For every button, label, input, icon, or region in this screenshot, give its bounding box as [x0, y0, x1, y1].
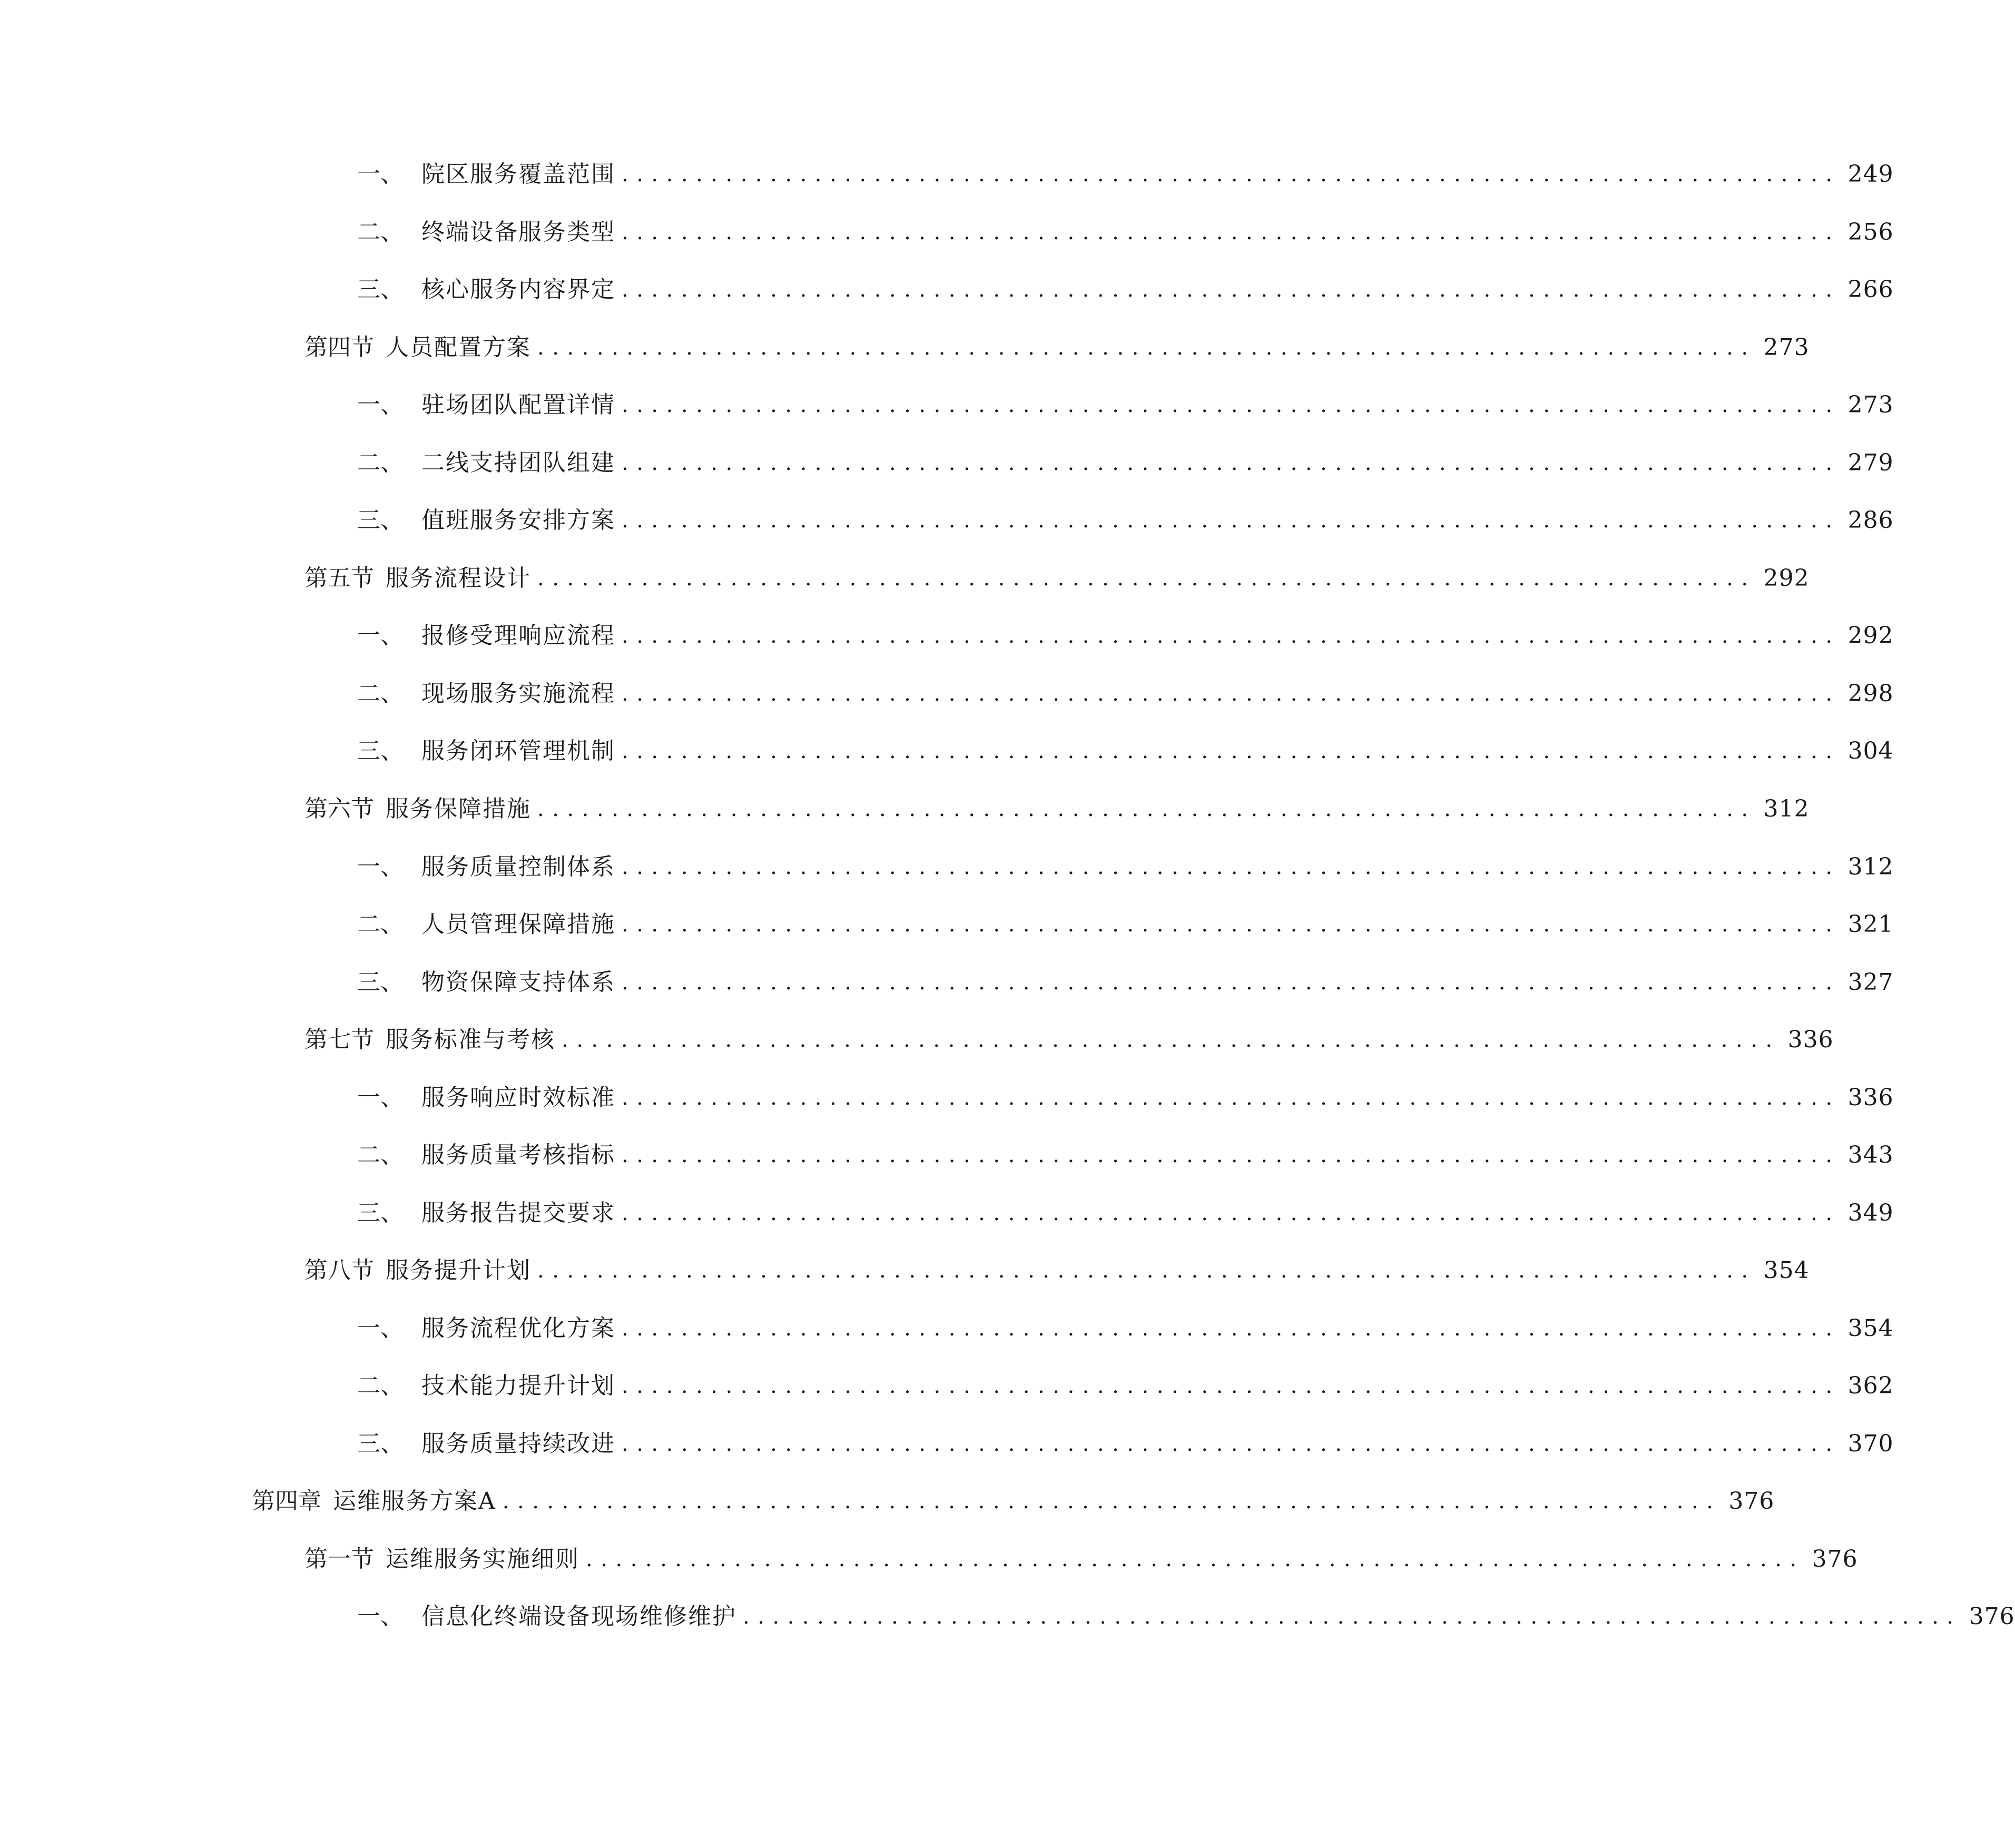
toc-entry-number: 三、: [357, 969, 404, 996]
toc-entry[interactable]: [357, 442, 1894, 484]
toc-page-number: 312: [1847, 853, 1894, 880]
toc-page-number: 354: [1763, 1257, 1810, 1284]
toc-entry-title: 服务响应时效标准: [421, 1084, 615, 1111]
toc-entry-title: 人员管理保障措施: [421, 911, 615, 938]
toc-entry-number: 一、: [357, 391, 404, 418]
toc-page-number: 273: [1847, 391, 1894, 418]
toc-page-number: 298: [1847, 680, 1894, 707]
toc-entry[interactable]: [357, 1365, 1894, 1407]
toc-dot-leader: ..................................................................................: [537, 566, 1756, 591]
toc-entry-title: 报修受理响应流程: [421, 622, 615, 649]
toc-entry-number: 三、: [357, 1200, 404, 1226]
toc-entry-number: 三、: [357, 738, 404, 764]
toc-entry-number: 二、: [357, 680, 404, 707]
toc-entry-title: 现场服务实施流程: [421, 680, 615, 707]
toc-dot-leader: ..................................................................................: [622, 162, 1841, 186]
toc-entry-title: 服务流程设计: [386, 565, 531, 592]
toc-entry-title: 物资保障支持体系: [421, 969, 615, 996]
toc-entry-title: 运维服务方案A: [333, 1488, 496, 1515]
toc-dot-leader: ..................................................................................: [622, 393, 1841, 417]
toc-entry-title: 服务闭环管理机制: [421, 738, 615, 764]
toc-dot-leader: ..................................................................................: [622, 912, 1841, 937]
toc-entry[interactable]: [357, 384, 1894, 426]
toc-entry-number: 一、: [357, 161, 404, 188]
toc-dot-leader: ..................................................................................: [537, 1259, 1756, 1283]
toc-entry-number: 第四章: [252, 1488, 321, 1515]
toc-page-number: 292: [1763, 565, 1810, 592]
toc-entry-number: 二、: [357, 219, 404, 245]
toc-dot-leader: ..................................................................................: [622, 451, 1841, 475]
toc-dot-leader: ..................................................................................: [586, 1547, 1805, 1571]
toc-entry-number: 一、: [357, 1603, 404, 1630]
toc-dot-leader: ..................................................................................: [622, 1432, 1841, 1456]
toc-entry[interactable]: [357, 211, 1894, 253]
toc-entry[interactable]: [304, 1019, 1834, 1061]
toc-entry-title: 值班服务安排方案: [421, 507, 615, 534]
toc-entry-number: 二、: [357, 449, 404, 476]
toc-entry[interactable]: [357, 1077, 1894, 1119]
toc-dot-leader: ..................................................................................: [622, 1316, 1841, 1341]
toc-dot-leader: ..................................................................................: [622, 1143, 1841, 1167]
toc-dot-leader: ..................................................................................: [622, 855, 1841, 879]
toc-dot-leader: ..................................................................................: [502, 1489, 1722, 1513]
toc-page-number: 266: [1847, 276, 1894, 303]
toc-entry-title: 二线支持团队组建: [421, 449, 615, 476]
toc-entry-number: 一、: [357, 853, 404, 880]
toc-entry-title: 核心服务内容界定: [421, 276, 615, 303]
toc-page-number: 321: [1847, 911, 1894, 938]
toc-entry-title: 服务保障措施: [386, 795, 531, 822]
toc-entry-title: 院区服务覆盖范围: [421, 161, 615, 188]
toc-page-number: 249: [1847, 161, 1894, 188]
toc-dot-leader: ..................................................................................: [622, 220, 1841, 244]
toc-page-number: 376: [1969, 1603, 2015, 1630]
toc-entry[interactable]: [357, 846, 1894, 888]
toc-entry[interactable]: [357, 673, 1894, 715]
toc-dot-leader: ..................................................................................: [622, 1201, 1841, 1225]
toc-entry[interactable]: [357, 961, 1894, 1004]
toc-entry-title: 服务报告提交要求: [421, 1200, 615, 1226]
toc-entry[interactable]: [357, 1308, 1894, 1350]
toc-entry-number: 二、: [357, 911, 404, 938]
toc-page-number: 279: [1847, 449, 1894, 476]
toc-entry[interactable]: [357, 499, 1894, 542]
toc-entry-number: 一、: [357, 622, 404, 649]
toc-entry[interactable]: [357, 269, 1894, 311]
toc-page-number: 273: [1763, 334, 1810, 361]
toc-dot-leader: ..................................................................................: [622, 739, 1841, 763]
toc-entry-number: 第六节: [304, 795, 374, 822]
toc-page-number: 304: [1847, 738, 1894, 764]
toc-entry[interactable]: [357, 1134, 1894, 1176]
toc-page-number: 286: [1847, 507, 1894, 534]
toc-dot-leader: ..................................................................................: [743, 1605, 1962, 1629]
toc-entry[interactable]: [357, 153, 1894, 195]
toc-page-number: 354: [1847, 1315, 1894, 1342]
toc-entry[interactable]: [357, 615, 1894, 657]
toc-page-number: 376: [1812, 1546, 1858, 1572]
toc-dot-leader: ..................................................................................: [562, 1028, 1781, 1052]
toc-entry-title: 终端设备服务类型: [421, 219, 615, 245]
toc-page-number: 343: [1847, 1142, 1894, 1168]
toc-dot-leader: ..................................................................................: [537, 336, 1756, 360]
toc-entry-title: 服务质量控制体系: [421, 853, 615, 880]
toc-entry[interactable]: [304, 788, 1810, 830]
toc-entry-number: 第四节: [304, 334, 374, 361]
toc-entry[interactable]: [304, 327, 1810, 369]
toc-entry-number: 第五节: [304, 565, 374, 592]
toc-page-number: 362: [1847, 1372, 1894, 1399]
toc-entry-title: 驻场团队配置详情: [421, 391, 615, 418]
toc-page-number: 376: [1728, 1488, 1775, 1515]
toc-entry[interactable]: [357, 1596, 2015, 1638]
toc-page-number: 336: [1787, 1026, 1834, 1053]
toc-entry-title: 信息化终端设备现场维修维护: [421, 1603, 736, 1630]
toc-entry-title: 服务提升计划: [386, 1257, 531, 1284]
toc-page-number: 312: [1763, 795, 1810, 822]
toc-entry-title: 服务质量考核指标: [421, 1142, 615, 1168]
toc-dot-leader: ..................................................................................: [537, 797, 1756, 821]
toc-entry-number: 三、: [357, 1430, 404, 1457]
toc-entry-number: 一、: [357, 1315, 404, 1342]
toc-entry-number: 第七节: [304, 1026, 374, 1053]
toc-entry-title: 服务质量持续改进: [421, 1430, 615, 1457]
toc-entry[interactable]: [304, 1250, 1810, 1292]
toc-entry[interactable]: [304, 557, 1810, 599]
toc-entry[interactable]: [357, 903, 1894, 946]
toc-dot-leader: ..................................................................................: [622, 508, 1841, 533]
toc-entry-title: 人员配置方案: [386, 334, 531, 361]
toc-entry[interactable]: [357, 1192, 1894, 1234]
toc-dot-leader: ..................................................................................: [622, 278, 1841, 302]
toc-entry-title: 运维服务实施细则: [386, 1546, 579, 1572]
toc-entry-title: 服务标准与考核: [386, 1026, 555, 1053]
toc-entry-number: 第一节: [304, 1546, 374, 1572]
toc-entry[interactable]: [252, 1480, 1775, 1522]
toc-dot-leader: ..................................................................................: [622, 970, 1841, 995]
toc-entry-number: 三、: [357, 276, 404, 303]
toc-dot-leader: ..................................................................................: [622, 624, 1841, 648]
toc-entry[interactable]: [357, 730, 1894, 772]
toc-page-number: 256: [1847, 219, 1894, 245]
toc-entry[interactable]: [304, 1538, 1858, 1580]
toc-entry-number: 一、: [357, 1084, 404, 1111]
toc-page-number: 349: [1847, 1200, 1894, 1226]
toc-page-number: 327: [1847, 969, 1894, 996]
toc-entry-title: 服务流程优化方案: [421, 1315, 615, 1342]
toc-page-number: 336: [1847, 1084, 1894, 1111]
toc-page-number: 292: [1847, 622, 1894, 649]
toc-entry-number: 二、: [357, 1142, 404, 1168]
toc-entry-title: 技术能力提升计划: [421, 1372, 615, 1399]
toc-page-number: 370: [1847, 1430, 1894, 1457]
toc-dot-leader: ..................................................................................: [622, 1374, 1841, 1398]
toc-dot-leader: ..................................................................................: [622, 1086, 1841, 1110]
toc-entry-number: 第八节: [304, 1257, 374, 1284]
toc-entry-number: 三、: [357, 507, 404, 534]
toc-dot-leader: ..................................................................................: [622, 682, 1841, 706]
toc-entry[interactable]: [357, 1423, 1894, 1465]
toc-entry-number: 二、: [357, 1372, 404, 1399]
